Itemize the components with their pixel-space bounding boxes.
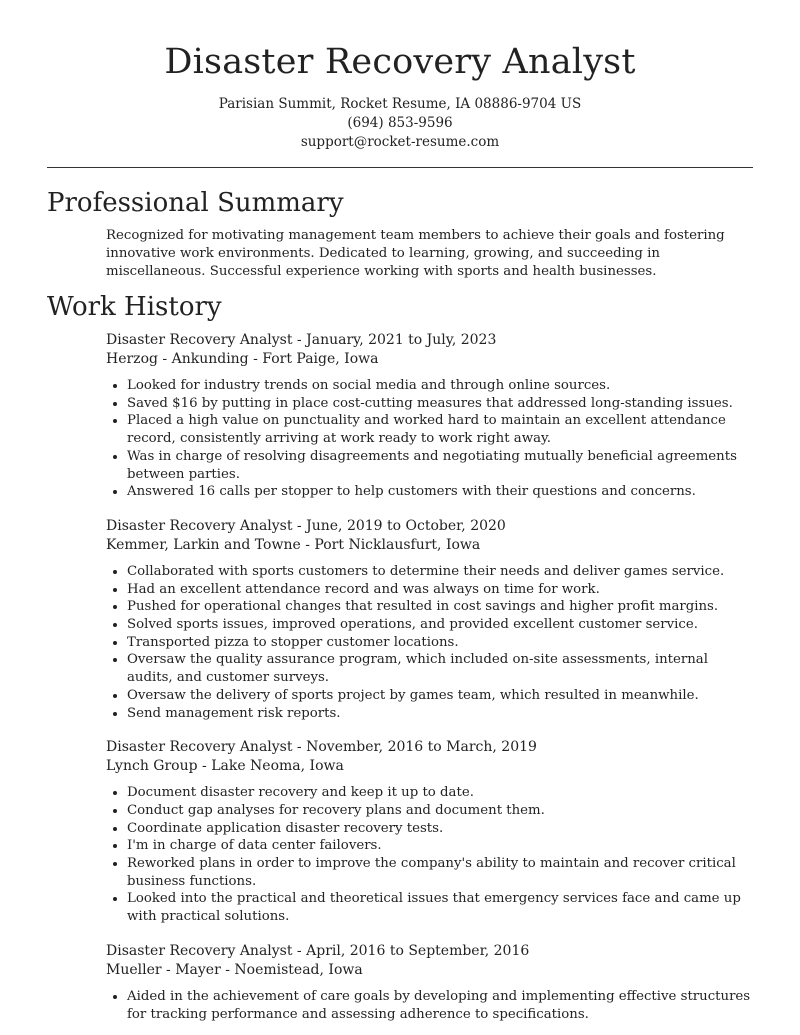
job-duty-item: • Answered 16 calls per stopper to help customers with their questions and concerns. [127,483,753,501]
contact-address: Parisian Summit, Rocket Resume, IA 08886-9704 US [218,96,582,112]
job-duty-item: • Oversaw the delivery of sports project by games team, which resulted in meanwhile. [127,687,753,705]
job-duty-item: • Had an excellent attendance record and was always on time for work. [127,581,753,599]
work-history-heading: Work History [47,292,222,322]
contact-email: support@rocket-resume.com [300,134,500,150]
job-duty-item: • Pushed for operational changes that resulted in cost savings and higher profit margins. [127,598,753,616]
job-duty-item: • Transported pizza to stopper customer locations. [127,634,753,652]
job-company-line: Herzog - Ankunding - Fort Paige, Iowa [106,351,379,367]
job-duties-list [106,563,753,722]
job-title-line: Disaster Recovery Analyst - June, 2019 to October, 2020 [106,517,506,534]
job-duty-item: • Collaborated with sports customers to determine their needs and deliver games service. [127,563,753,581]
job-duties-list [106,377,753,501]
job-duty-item: • Saved $16 by putting in place cost-cutting measures that addressed long-standing issues. [127,395,753,413]
job-duties-list [106,784,753,926]
summary-text: Recognized for motivating management team members to achieve their goals and fostering innovative work environments. Dedicated to learning, growing, and succeeding in miscellaneous. Successful experience working with sports and health businesses. [106,228,725,279]
job-entry [106,738,753,926]
candidate-name: Disaster Recovery Analyst [164,42,636,82]
job-title-line: Disaster Recovery Analyst - April, 2016 to September, 2016 [106,942,530,959]
job-duty-item: • Looked for industry trends on social media and through online sources. [127,377,753,395]
job-duty-item: • Was in charge of resolving disagreements and negotiating mutually beneficial agreements between parties. [127,448,753,483]
resume-page [47,0,753,1023]
job-duty-item: • Conduct gap analyses for recovery plans and document them. [127,802,753,820]
job-duties-list [106,988,753,1023]
summary-heading: Professional Summary [47,188,344,218]
job-duty-item: • Oversaw the quality assurance program, which included on-site assessments, internal audits, and customer surveys. [127,651,753,686]
job-duty-item: • Reworked plans in order to improve the company's ability to maintain and recover critical business functions. [127,855,753,890]
job-title-line: Disaster Recovery Analyst - January, 2021 to July, 2023 [106,332,497,348]
job-entry [106,942,753,1023]
job-entry [106,331,753,501]
job-title-line: Disaster Recovery Analyst - November, 2016 to March, 2019 [106,739,537,756]
contact-phone: (694) 853-9596 [347,115,453,131]
job-duty-item: • Solved sports issues, improved operations, and provided excellent customer service. [127,616,753,634]
job-duty-item: • Send management risk reports. [127,705,753,723]
work-history-list [106,331,753,1023]
job-duty-item: • Coordinate application disaster recovery tests. [127,820,753,838]
contact-block [47,95,753,152]
job-duty-item: • Document disaster recovery and keep it up to date. [127,784,753,802]
job-company-line: Mueller - Mayer - Noemistead, Iowa [106,961,363,978]
job-duty-item: • Placed a high value on punctuality and worked hard to maintain an excellent attendance record, consistently arriving at work ready to work right away. [127,412,753,447]
header-divider [47,167,753,168]
job-duty-item: • Looked into the practical and theoretical issues that emergency services face and came up with practical solutions. [127,890,753,925]
job-company-line: Kemmer, Larkin and Towne - Port Nicklausfurt, Iowa [106,536,481,553]
job-entry [106,517,753,722]
job-duty-item: • I'm in charge of data center failovers. [127,837,753,855]
job-company-line: Lynch Group - Lake Neoma, Iowa [106,758,344,775]
job-duty-item: • Aided in the achievement of care goals by developing and implementing effective structures for tracking performance and assessing adherence to specifications. [127,988,753,1023]
